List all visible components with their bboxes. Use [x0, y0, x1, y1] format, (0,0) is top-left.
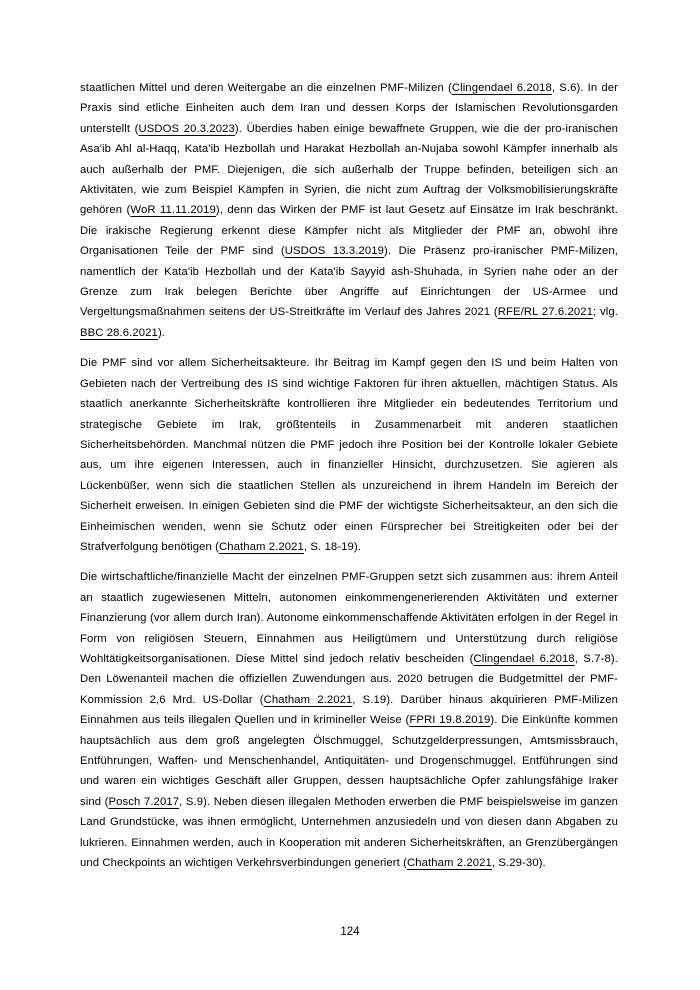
text-run: , S.6). In der Praxis sind etliche Einheiten auch dem Iran und dessen Korps der Islamischen Revolutionsgarden unterstellt (: [80, 82, 618, 135]
citation-link[interactable]: Chatham 2.2021: [218, 540, 304, 553]
paragraph: [80, 567, 618, 873]
citation-link[interactable]: USDOS 20.3.2023: [138, 122, 235, 135]
text-run: , S.9). Neben diesen illegalen Methoden erwerben die PMF beispielsweise im ganzen Land Grundstücke, was ihnen ermöglicht, Unternehmen anzusiedeln und von diesen dann Abgaben zu lukrieren. Einnahmen werden, auch in Kooperation mit anderen Sicherheitskräften, an Grenzübergängen und Checkpoints an wichtigen Verkehrsverbindungen generiert (: [80, 795, 618, 870]
citation-link[interactable]: Posch 7.2017: [108, 795, 180, 808]
citation-link[interactable]: Clingendael 6.2018: [451, 82, 552, 94]
text-run: ), denn das Wirken der PMF ist laut Gesetz auf Einsätze im Irak beschränkt. Die irakische Regierung erkennt diese Kämpfer nicht als Mitglieder der PMF an, obwohl ihre Organisationen Teile der PMF sind (: [80, 204, 618, 258]
citation-link[interactable]: WoR 11.11.2019: [130, 204, 216, 217]
text-run: , S. 18-19).: [303, 540, 362, 553]
text-run: ; vlg.: [593, 306, 618, 319]
citation-link[interactable]: BBC 28.6.2021: [80, 326, 158, 339]
text-run: ). Die Einkünfte kommen hauptsächlich aus dem groß angelegten Ölschmuggel, Schutzgelderpressungen, Amtsmissbrauch, Entführungen, Waffen- und Menschenhandel, Antiquitäten- und Drogenschmuggel. Entführungen sind und waren ein wichtiges Geschäft aller Gruppen, dessen hauptsächliche Opfer zahlungsfähige Iraker sind (: [80, 714, 618, 808]
text-run: staatlichen Mittel und deren Weitergabe an die einzelnen PMF-Milizen (: [80, 82, 452, 94]
citation-link[interactable]: Chatham 2.2021: [407, 857, 492, 870]
text-run: , S.29-30).: [491, 857, 546, 870]
citation-link[interactable]: Clingendael 6.2018: [473, 652, 575, 665]
paragraph: [80, 353, 618, 557]
footer-page-number: 124: [340, 926, 360, 938]
paragraph: [80, 78, 618, 343]
text-run: Die PMF sind vor allem Sicherheitsakteure. Ihr Beitrag im Kampf gegen den IS und beim Halten von Gebieten nach der Vertreibung des IS sind wichtige Faktoren für ihren aktuellen, mächtigen Status. Als staatlich anerkannte Sicherheitskräfte kontrollieren ihre Mitglieder ein bedeutendes Territorium und strategische Gebiete im Irak, größtenteils in Zusammenarbeit mit anderen staatlichen Sicherheitsbehörden. Manchmal nützen die PMF jedoch ihre Position bei der Kontrolle lokaler Gebiete aus, um ihre eigenen Interessen, auch in finanzieller Hinsicht, durchzusetzen. Sie agieren als Lückenbüßer, wenn sich die staatlichen Stellen als unzureichend in ihrem Handeln im Bereich der Sicherheit erweisen. In einigen Gebieten sind die PMF der wichtigste Sicherheitsakteur, an den sich die Einheimischen wenden, wenn sie Schutz oder einen Fürsprecher bei Streitigkeiten oder bei der Strafverfolgung benötigen (: [80, 357, 618, 553]
text-run: ).: [157, 326, 166, 339]
text-run: , S.7-8). Den Löwenanteil machen die offiziellen Zuwendungen aus. 2020 betrugen die Budgetmittel der PMF-Kommission 2,6 Mrd. US-Dollar (: [80, 652, 618, 706]
citation-link[interactable]: USDOS 13.3.2019: [284, 245, 385, 258]
text-run: ). Die Präsenz pro-iranischer PMF-Milizen, namentlich der Kata'ib Hezbollah und der Kata'ib Sayyid ash-Shuhada, in Syrien nahe oder an der Grenze zum Irak belegen Berichte über Angriffe auf Einrichtungen der US-Armee und Vergeltungsmaßnahmen seitens der US-Streitkräfte im Verlauf des Jahres 2021 (: [80, 245, 618, 319]
citation-link[interactable]: Chatham 2.2021: [263, 693, 353, 706]
text-run: , S.19). Darüber hinaus akquirieren PMF-Milizen Einnahmen aus teils illegalen Quellen und in krimineller Weise (: [80, 693, 618, 727]
citation-link[interactable]: FPRI 19.8.2019: [409, 714, 491, 727]
citation-link[interactable]: RFE/RL 27.6.2021: [497, 306, 594, 319]
page-body: [80, 78, 618, 873]
text-run: ). Überdies haben einige bewaffnete Gruppen, wie die der pro-iranischen Asa'ib Ahl al-Haqq, Kata'ib Hezbollah und Harakat Hezbollah an-Nujaba sowohl Kämpfer innerhalb als auch außerhalb der PMF. Diejenigen, die sich außerhalb der Truppe befinden, beteiligen sich an Aktivitäten, wie zum Beispiel Kämpfen in Syrien, die nicht zum Auftrag der Volksmobilisierungskräfte gehören (: [80, 122, 618, 217]
text-run: Die wirtschaftliche/finanzielle Macht der einzelnen PMF-Gruppen setzt sich zusammen aus: ihrem Anteil an staatlich zugewiesenen Mitteln, autonomen einkommengenerierenden Aktivitäten und externer Finanzierung (vor allem durch Iran). Autonome einkommenschaffende Aktivitäten erfolgen in der Regel in Form von religiösen Steuern, Einnahmen aus Heiligtümern und Unterstützung durch religiöse Wohltätigkeitsorganisationen. Diese Mittel sind jedoch relativ bescheiden (: [80, 571, 618, 665]
